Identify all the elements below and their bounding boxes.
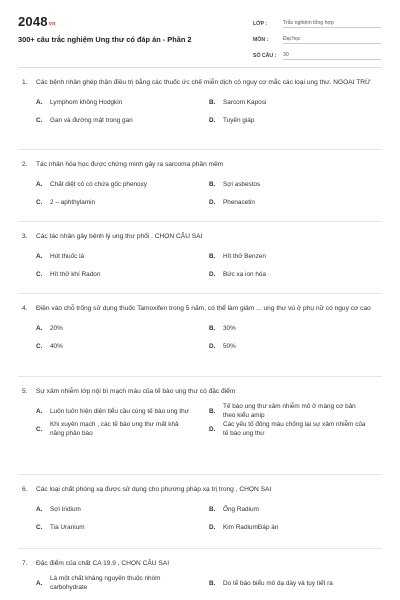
question-heading <box>22 559 382 568</box>
option-grid <box>36 574 382 592</box>
option-text: Bức xạ ion hóa <box>223 270 267 278</box>
question-heading <box>22 232 382 241</box>
question-text: Sự xâm nhiễm lớp nội bì mạch máu của tế bào ung thư có đặc điểm <box>36 388 236 395</box>
answer-option[interactable] <box>36 175 209 193</box>
answer-option[interactable] <box>36 319 209 337</box>
question-heading <box>22 304 382 313</box>
option-letter: A. <box>36 407 43 415</box>
option-text: Gan và đường mật trong gan <box>50 116 133 124</box>
option-text: Ống Radium <box>223 505 259 513</box>
question-number: 6. <box>22 486 28 493</box>
option-text: Sarcom Kaposi <box>223 98 267 106</box>
option-letter: B. <box>209 579 216 587</box>
option-letter: B. <box>209 180 216 188</box>
option-letter: D. <box>209 116 216 124</box>
question-separator <box>18 221 382 222</box>
answer-option[interactable] <box>36 111 209 129</box>
question-item <box>0 304 400 355</box>
question-text: Các bệnh nhân ghép thận điều trị bằng các thuốc ức chế miễn dịch có nguy cơ mắc các loại ung thư. NGOẠI TRỪ <box>36 79 371 86</box>
option-text: Sợi Iridium <box>50 505 81 513</box>
option-letter: D. <box>209 342 216 350</box>
answer-option[interactable] <box>209 247 382 265</box>
question-number: 5. <box>22 388 28 395</box>
option-letter: C. <box>36 523 43 531</box>
option-grid <box>36 175 382 211</box>
answer-option[interactable] <box>209 420 382 438</box>
document-header <box>0 0 400 66</box>
question-item <box>0 559 400 592</box>
meta-row-class <box>253 16 381 32</box>
option-letter: C. <box>36 425 43 433</box>
meta-label: SỐ CÂU : <box>253 53 277 59</box>
logo-sub-text: vn <box>48 21 56 27</box>
option-text: 20% <box>50 324 63 332</box>
question-text: Đặc điểm của chất CA 19.9 , CHỌN CÂU SAI <box>36 560 170 567</box>
option-letter: A. <box>36 180 43 188</box>
option-grid <box>36 93 382 129</box>
answer-option[interactable] <box>36 402 209 420</box>
question-separator <box>18 474 382 475</box>
option-letter: C. <box>36 342 43 350</box>
option-letter: A. <box>36 579 43 587</box>
option-letter: C. <box>36 198 43 206</box>
option-letter: B. <box>209 98 216 106</box>
answer-option[interactable] <box>209 265 382 283</box>
question-number: 7. <box>22 560 28 567</box>
answer-option[interactable] <box>36 93 209 111</box>
option-text: 30% <box>223 324 236 332</box>
meta-value: 30 <box>283 52 381 60</box>
option-text: Chất diệt cỏ có chứa gốc phenoxy <box>50 180 148 188</box>
question-heading <box>22 78 382 87</box>
option-text: Là một chất kháng nguyên thuộc nhóm carbohydrate <box>50 575 161 591</box>
option-text: 50% <box>223 342 236 350</box>
answer-option[interactable] <box>209 518 382 536</box>
question-heading <box>22 387 382 396</box>
question-separator <box>18 293 382 294</box>
option-letter: D. <box>209 270 216 278</box>
answer-option[interactable] <box>36 337 209 355</box>
answer-option[interactable] <box>36 518 209 536</box>
question-separator <box>18 149 382 150</box>
meta-label: LỚP : <box>253 21 268 27</box>
answer-option[interactable] <box>209 319 382 337</box>
site-logo[interactable] <box>18 14 56 29</box>
option-letter: A. <box>36 98 43 106</box>
question-text: Các loại chất phóng xạ được sử dụng cho phương pháp xạ trị trong , CHỌN SAI <box>36 486 272 493</box>
meta-value: Trắc nghiệm tổng hợp <box>283 20 381 28</box>
option-letter: B. <box>209 505 216 513</box>
question-heading <box>22 160 382 169</box>
option-letter: C. <box>36 116 43 124</box>
option-text: Tế bào ung thư xâm nhiễm mô ở màng cơ bản theo kiểu amip <box>223 403 356 419</box>
option-text: 2 – aphthylamin <box>50 198 96 206</box>
option-letter: A. <box>36 505 43 513</box>
answer-option[interactable] <box>209 111 382 129</box>
option-grid <box>36 402 382 438</box>
option-text: Kim RadiumĐáp án <box>223 523 279 531</box>
meta-row-count <box>253 48 381 64</box>
question-number: 3. <box>22 233 28 240</box>
document-meta <box>253 16 381 64</box>
answer-option[interactable] <box>36 574 209 592</box>
option-letter: B. <box>209 407 216 415</box>
question-number: 1. <box>22 79 28 86</box>
option-letter: A. <box>36 252 43 260</box>
answer-option[interactable] <box>209 500 382 518</box>
meta-value: Đại học <box>283 36 381 44</box>
option-text: Phenacetin <box>223 198 255 206</box>
answer-option[interactable] <box>209 574 382 592</box>
question-number: 4. <box>22 305 28 312</box>
logo-main-text: 2048 <box>18 14 48 29</box>
header-divider <box>18 67 382 68</box>
option-letter: D. <box>209 523 216 531</box>
question-number: 2. <box>22 161 28 168</box>
option-grid <box>36 247 382 283</box>
option-letter: B. <box>209 252 216 260</box>
document-title: 300+ câu trắc nghiệm Ung thư có đáp án - Phần 2 <box>18 35 192 44</box>
answer-option[interactable] <box>36 500 209 518</box>
question-item <box>0 387 400 438</box>
question-text: Tác nhân hóa học được chứng minh gây ra sarcoma phần mềm <box>36 161 224 168</box>
option-text: Hút thuốc lá <box>50 252 85 260</box>
question-item <box>0 232 400 283</box>
option-letter: C. <box>36 270 43 278</box>
answer-option[interactable] <box>209 193 382 211</box>
option-text: Khi xuyên mạch , các tế bào ung thư mất khả năng phân bào <box>50 421 179 437</box>
option-text: 40% <box>50 342 63 350</box>
option-text: Hít thở Benzen <box>223 252 266 260</box>
option-letter: A. <box>36 324 43 332</box>
option-letter: D. <box>209 425 216 433</box>
question-text: Các tác nhân gây bệnh lý ung thư phổi . CHỌN CÂU SAI <box>36 233 203 240</box>
option-letter: D. <box>209 198 216 206</box>
question-text: Điền vào chỗ trống sử dụng thuốc Tamoxifen trong 5 năm, có thể làm giảm ... ung thư vú ở phụ nữ có nguy cơ cao <box>36 305 371 312</box>
option-text: Do tế bào biểu mô dạ dày và tụy tiết ra <box>223 579 333 587</box>
question-item <box>0 160 400 211</box>
answer-option[interactable] <box>36 193 209 211</box>
option-letter: B. <box>209 324 216 332</box>
option-grid <box>36 319 382 355</box>
question-separator <box>18 548 382 549</box>
question-separator <box>18 376 382 377</box>
answer-option[interactable] <box>36 247 209 265</box>
meta-label: MÔN : <box>253 37 269 43</box>
option-text: Lymphom không Hodgkin <box>50 98 123 106</box>
option-text: Các yếu tố đông máu chống lại sự xâm nhiễm của tế bào ung thư <box>223 421 366 437</box>
answer-option[interactable] <box>209 337 382 355</box>
question-heading <box>22 485 382 494</box>
answer-option[interactable] <box>209 402 382 420</box>
answer-option[interactable] <box>36 420 209 438</box>
answer-option[interactable] <box>209 175 382 193</box>
option-text: Luôn luôn hiện diện tiểu cầu cùng tế bào ung thư <box>50 407 189 415</box>
option-text: Sợi asbestos <box>223 180 261 188</box>
question-item <box>0 78 400 129</box>
option-text: Hít thở khí Radon <box>50 270 101 278</box>
option-grid <box>36 500 382 536</box>
answer-option[interactable] <box>209 93 382 111</box>
option-text: Tia Uranium <box>50 523 85 531</box>
option-text: Tuyến giáp <box>223 116 255 124</box>
question-item <box>0 485 400 536</box>
answer-option[interactable] <box>36 265 209 283</box>
meta-row-subject <box>253 32 381 48</box>
